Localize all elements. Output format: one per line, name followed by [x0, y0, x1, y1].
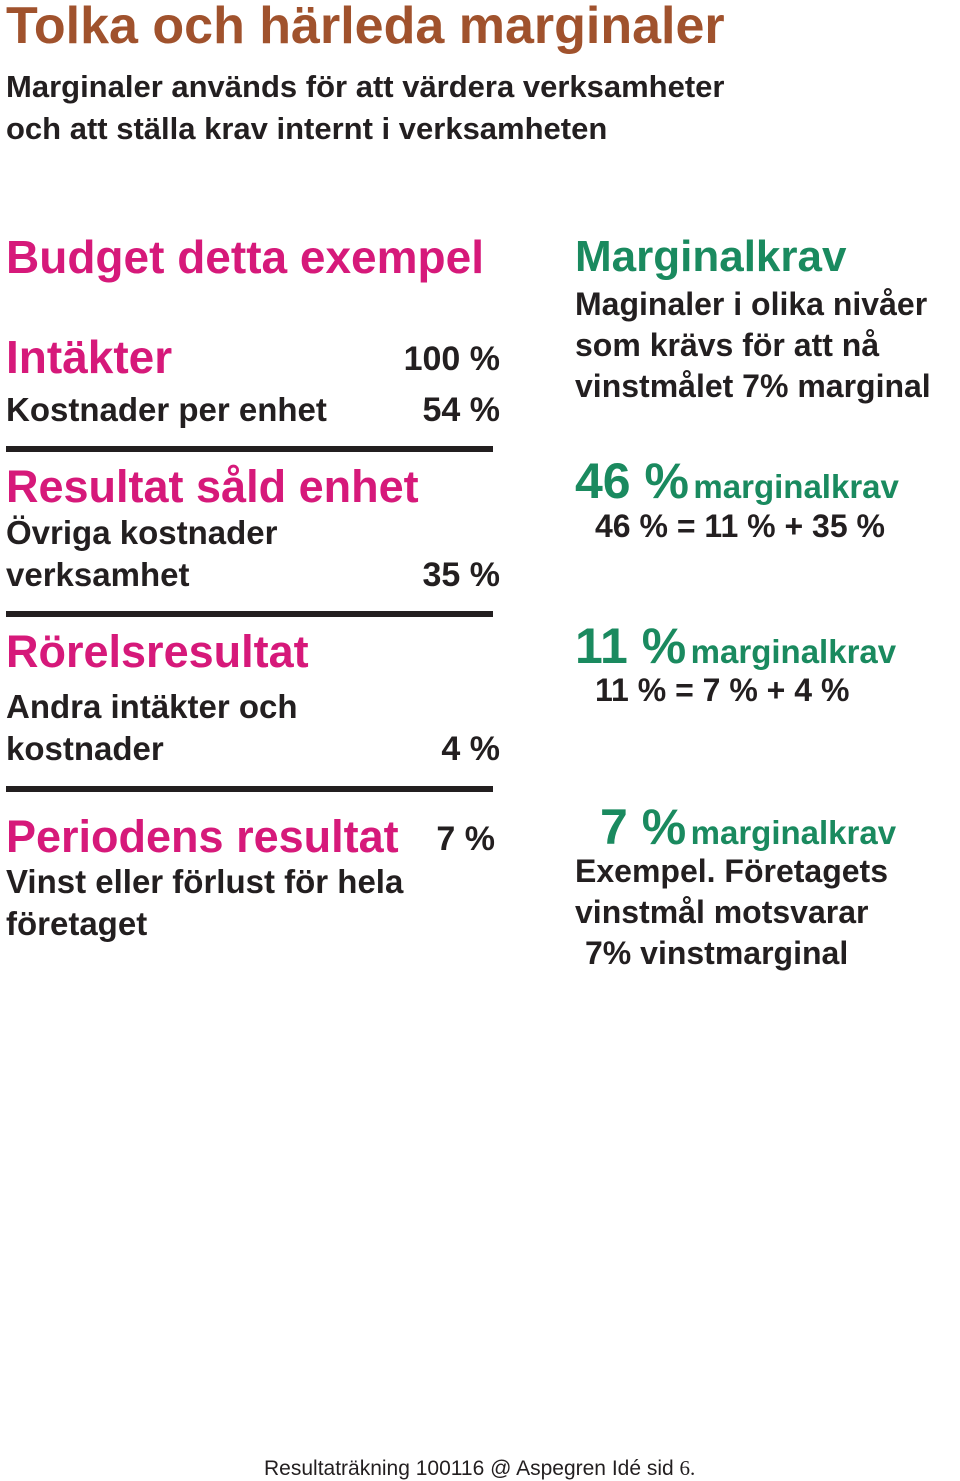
resultat-sald-label: Resultat såld enhet	[6, 461, 419, 512]
footer-text: Resultaträkning 100116 @ Aspegren Idé sid	[264, 1457, 674, 1480]
page-title: Tolka och härleda marginaler	[6, 0, 725, 55]
marginalkrav-heading: Marginalkrav	[575, 232, 847, 281]
exempel-line-1: Exempel. Företagets	[575, 853, 888, 889]
krav-46-formula: 46 % = 11 % + 35 %	[595, 508, 885, 544]
kostnader-value: 54 %	[422, 391, 500, 429]
andra-line-1: Andra intäkter och	[6, 688, 298, 725]
krav-7-label: marginalkrav	[690, 814, 897, 851]
footer	[264, 1456, 695, 1481]
intakter-label: Intäkter	[6, 331, 173, 383]
kostnader-label: Kostnader per enhet	[6, 391, 327, 428]
krav-11-percent: 11 %	[575, 618, 687, 674]
krav-11	[575, 617, 896, 675]
krav-11-label: marginalkrav	[690, 633, 897, 670]
intro-line-2: som krävs för att nå	[575, 327, 880, 363]
periodens-value: 7 %	[436, 820, 495, 858]
divider-1	[6, 446, 493, 452]
exempel-line-2: vinstmål motsvarar	[575, 894, 869, 930]
krav-46-label: marginalkrav	[693, 468, 899, 505]
periodens-label: Periodens resultat	[6, 811, 399, 862]
divider-3	[6, 786, 493, 792]
intakter-value: 100 %	[403, 340, 500, 378]
krav-7	[600, 798, 896, 856]
ovriga-value: 35 %	[422, 556, 500, 594]
krav-11-formula: 11 % = 7 % + 4 %	[595, 672, 850, 708]
budget-heading: Budget detta exempel	[6, 231, 484, 283]
exempel-text	[575, 851, 888, 974]
intro-line-1: Maginaler i olika nivåer	[575, 286, 928, 322]
ovriga-line-1: Övriga kostnader	[6, 514, 278, 551]
page-subtitle	[6, 66, 724, 150]
rorelse-label: Rörelsresultat	[6, 626, 309, 677]
footer-page-number: 6.	[679, 1456, 696, 1480]
divider-2	[6, 611, 493, 617]
marginalkrav-intro	[575, 284, 931, 407]
subtitle-line-2: och att ställa krav internt i verksamheten	[6, 111, 608, 146]
intro-line-3: vinstmålet 7% marginal	[575, 368, 931, 404]
andra-line-2: kostnader	[6, 730, 164, 767]
vinst-line-1: Vinst eller förlust för hela	[6, 863, 404, 900]
krav-7-percent: 7 %	[600, 799, 687, 855]
ovriga-line-2: verksamhet	[6, 556, 190, 593]
exempel-line-3: 7% vinstmarginal	[585, 935, 849, 971]
vinst-line-2: företaget	[6, 905, 148, 942]
krav-46-percent: 46 %	[575, 453, 689, 509]
andra-value: 4 %	[441, 730, 500, 768]
subtitle-line-1: Marginaler används för att värdera verksamheter	[6, 69, 725, 104]
krav-46	[575, 452, 899, 510]
